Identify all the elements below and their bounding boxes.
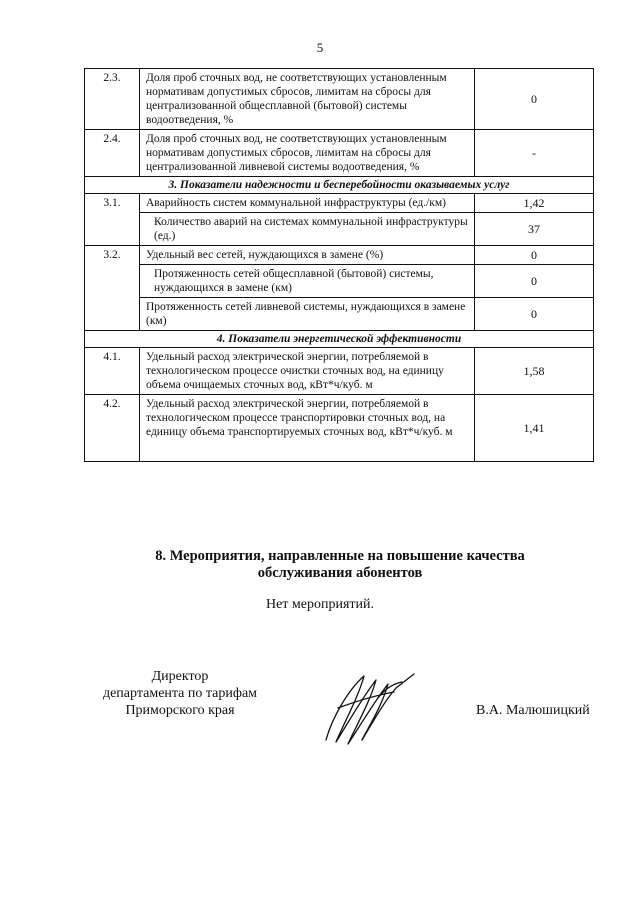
table-row: [85, 194, 594, 213]
indicator-name: Протяженность сетей ливневой системы, нуждающихся в замене (км): [140, 298, 475, 331]
section-row: [85, 331, 594, 348]
indicator-value: 1,41: [475, 395, 594, 462]
row-number: 3.1.: [85, 194, 140, 246]
section-8-heading: [60, 548, 620, 582]
heading-line: 8. Мероприятия, направленные на повышение качества: [155, 548, 525, 564]
indicator-name: Доля проб сточных вод, не соответствующих установленным нормативам допустимых сбросов, лимитам на сбросы для централизованной ливневой системы водоотведения, %: [140, 130, 475, 177]
indicator-value: 0: [475, 265, 594, 298]
section-title: 4. Показатели энергетической эффективности: [85, 331, 594, 348]
row-number: 3.2.: [85, 246, 140, 331]
indicator-value: 0: [475, 246, 594, 265]
indicators-table: [84, 68, 594, 462]
indicator-value: 1,58: [475, 348, 594, 395]
no-measures-text: Нет мероприятий.: [265, 597, 375, 612]
page-number: 5: [316, 40, 324, 55]
row-number: 2.4.: [85, 130, 140, 177]
indicator-name: Удельный вес сетей, нуждающихся в замене (%): [140, 246, 475, 265]
table-row: [85, 246, 594, 265]
table-row: [85, 213, 594, 246]
table-row: [85, 395, 594, 462]
indicator-name: Удельный расход электрической энергии, потребляемой в технологическом процессе очистки сточных вод, на единицу объема очищаемых сточных вод, кВт*ч/куб. м: [140, 348, 475, 395]
handwritten-signature: [318, 668, 428, 748]
row-number: 4.2.: [85, 395, 140, 462]
row-number: 4.1.: [85, 348, 140, 395]
table-row: [85, 130, 594, 177]
heading-line: обслуживания абонентов: [257, 565, 423, 581]
indicator-name: Количество аварий на системах коммунальной инфраструктуры (ед.): [140, 213, 475, 246]
signer-title-line: Приморского края: [125, 703, 235, 718]
indicator-value: -: [475, 130, 594, 177]
indicator-name: Удельный расход электрической энергии, потребляемой в технологическом процессе транспортировки сточных вод, на единицу объема транспортируемых сточных вод, кВт*ч/куб. м: [140, 395, 475, 462]
indicator-value: 0: [475, 298, 594, 331]
table-row: [85, 69, 594, 130]
indicator-value: 37: [475, 213, 594, 246]
indicator-name: Аварийность систем коммунальной инфраструктуры (ед./км): [140, 194, 475, 213]
section-row: [85, 177, 594, 194]
row-number: 2.3.: [85, 69, 140, 130]
indicator-value: 1,42: [475, 194, 594, 213]
section-title: 3. Показатели надежности и бесперебойности оказываемых услуг: [85, 177, 594, 194]
signer-title-line: Директор: [151, 669, 209, 684]
indicator-value: 0: [475, 69, 594, 130]
table-row: [85, 298, 594, 331]
signer-title-line: департамента по тарифам: [102, 686, 258, 701]
signer-title: [90, 668, 270, 719]
indicator-name: Протяженность сетей общесплавной (бытовой) системы, нуждающихся в замене (км): [140, 265, 475, 298]
signer-name: В.А. Малюшицкий: [476, 703, 590, 718]
indicator-name: Доля проб сточных вод, не соответствующих установленным нормативам допустимых сбросов, лимитам на сбросы для централизованной общесплавной (бытовой) системы водоотведения, %: [140, 69, 475, 130]
table-row: [85, 348, 594, 395]
table-row: [85, 265, 594, 298]
